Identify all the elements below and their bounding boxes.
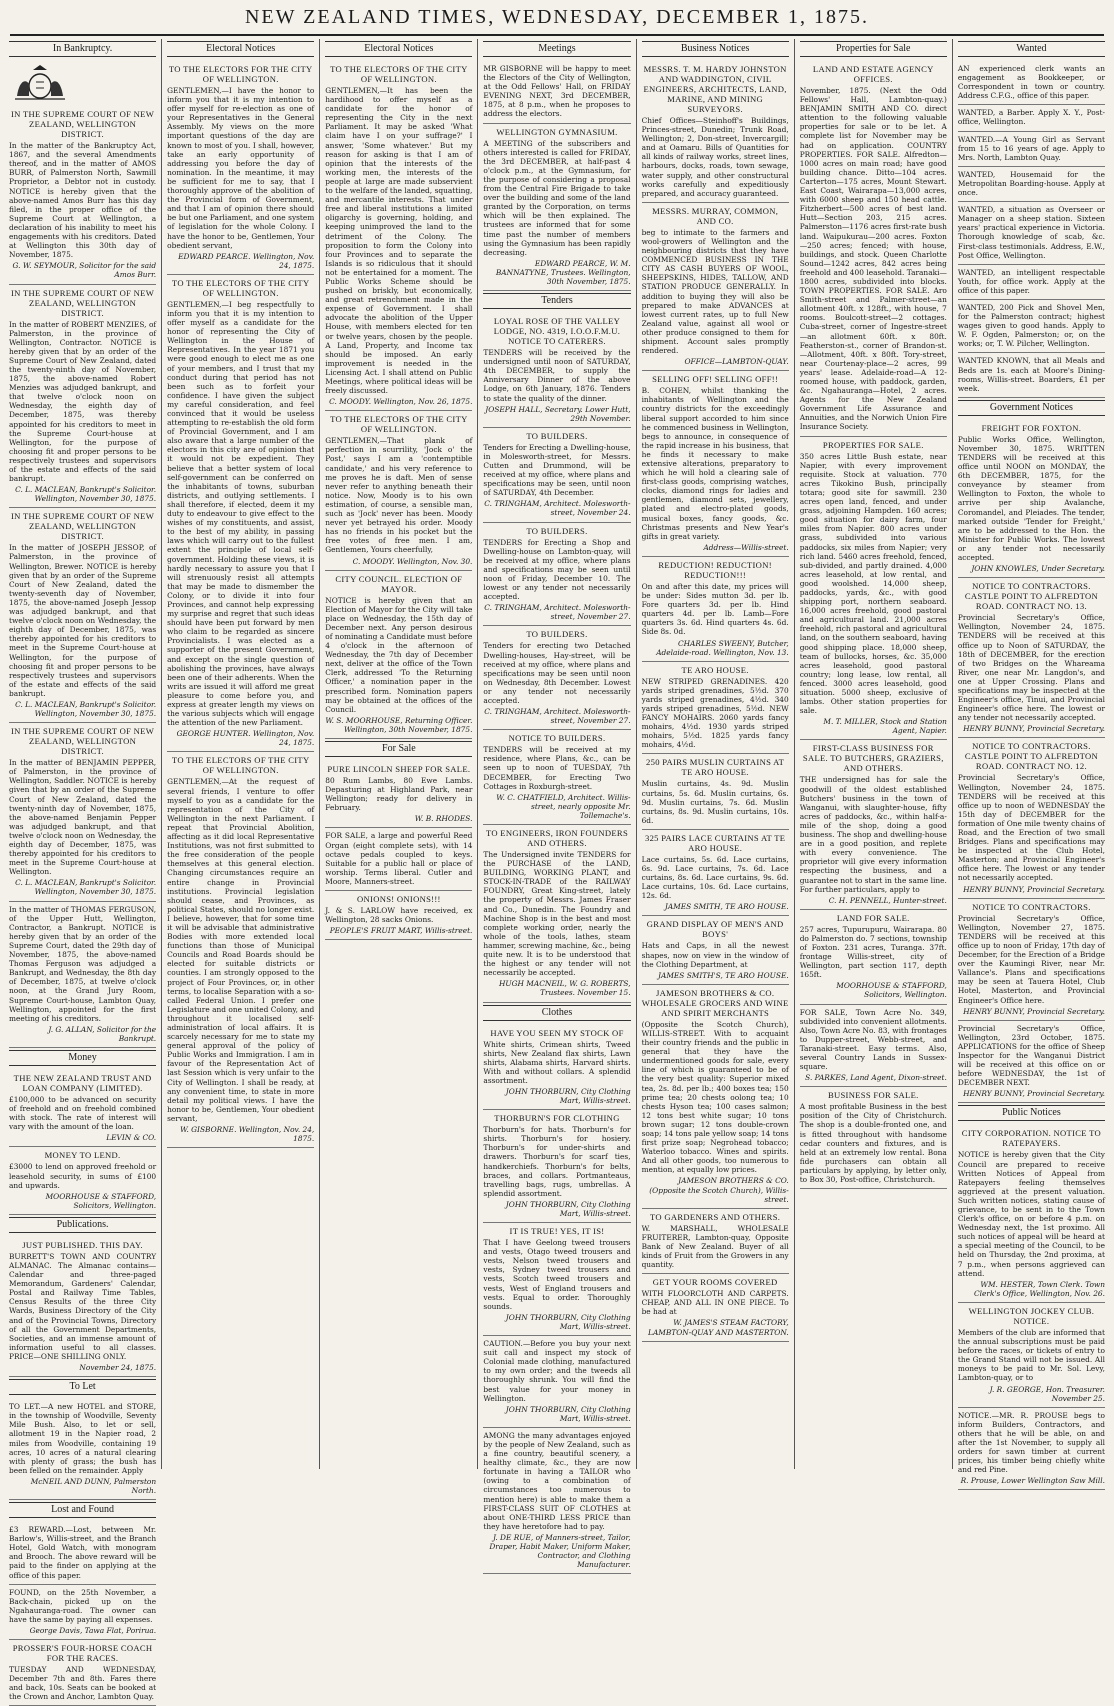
ad-signature: MOORHOUSE & STAFFORD, Solicitors, Wellington.	[836, 981, 947, 1000]
ad-signature: WM. HESTER, Town Clerk. Town Clerk's Office, Wellington, Nov. 26.	[974, 1279, 1105, 1298]
masthead-title: NEW ZEALAND TIMES, WEDNESDAY, DECEMBER 1, 1875.	[244, 5, 869, 28]
advertisement	[958, 738, 1105, 898]
ad-title: REDUCTION! REDUCTION! REDUCTION!!!	[658, 559, 772, 580]
ad-title: NOTICE TO CONTRACTORS. CASTLE POINT TO ALFREDTON ROAD. CONTRACT NO. 12.	[964, 741, 1098, 772]
advertisement	[958, 167, 1105, 202]
section-heading: Tenders	[483, 293, 630, 309]
advertisement	[958, 1125, 1105, 1303]
ad-body: J. & S. LARLOW have received, ex Wellington, 28 sacks Onions.	[325, 906, 473, 925]
ad-title: PROSSER'S FOUR-HORSE COACH FOR THE RACES.	[12, 1643, 153, 1664]
advertisement	[483, 626, 630, 730]
advertisement	[642, 754, 789, 829]
advertisement	[325, 891, 472, 940]
ad-signature: C. TRINGHAM, Architect. Molesworth-street, November 27.	[484, 603, 631, 622]
ad-body: beg to intimate to the farmers and wool-growers of Wellington and the neighbouring districts that they have COMMENCED BUSINESS IN THE CITY AS CASH BUYERS OF WOOL, SHEEPSKINS, HIDES, TALLOW, AND STATION PRODUCE GENERALLY. In addition to buying they will also be prepared to make ADVANCES at lowest current rates, up to full New Zealand value, against all wool or other produce consigned to them for shipment. Account sales promptly rendered.	[641, 227, 789, 356]
ad-body: In the matter of ROBERT MENZIES, of Palmerston, in the province of Wellington, Contractor. NOTICE is hereby given that by an order of the Supreme Court of New Zealand, dated the twenty-ninth day of November, 1875, the above-named Robert Menzies was adjudged bankrupt, and that twelve o'clock noon on Wednesday, the eighth day of December, 1875, was thereby appointed for his creditors to meet in the Supreme Court-house at Wellington, for the purpose of choosing fit and proper persons to be respectively trustees and supervisors of the estate and effects of the said bankrupt.	[9, 319, 157, 484]
ad-signature: S. PARKES, Land Agent, Dixon-street.	[805, 1073, 947, 1083]
ad-body: TO LET.—A new HOTEL and STORE, in the township of Woodville, Seventy Mile Bush. Also, to let or sell, allotment 19 in the Napier road, 2 miles from Woodville, containing 19 acres, 10 acres of a natural clearing with plenty of grass; the bush has been felled on the remainder. Apply	[9, 1402, 157, 1475]
ad-title: NOTICE TO CONTRACTORS. CASTLE POINT TO ALFREDTON ROAD. CONTRACT NO. 13.	[964, 581, 1098, 612]
advertisement	[483, 428, 630, 523]
ad-body: FOUND, on the 25th November, a Back-chain, picked up on the Ngahauranga-road. The owner can have the same by paying all expenses.	[9, 1587, 157, 1624]
ad-body: FOR SALE, a large and powerful Reed Organ (eight complete sets), with 14 octave pedals coupled to keys. Suitable for a public hall or place of worship. Terms liberal. Cutler and Moore, Manners-street.	[325, 831, 473, 886]
ad-signature: W. JAMES'S STEAM FACTORY, LAMBTON-QUAY AND MASTERTON.	[648, 1318, 789, 1337]
advertisement	[642, 371, 789, 557]
ad-title: TO BUILDERS.	[526, 629, 588, 640]
ad-body: On and after this date, my prices will be under: Sides mutton 3d. per lb. Fore quarters 3d. per lb. Hind quarters 4d. per lb. Lamb—Fore quarters 3s. 6d. Hind quarters 4s. 6d. Side 8s. 0d.	[641, 581, 789, 637]
section-heading: In Bankruptcy.	[9, 41, 156, 57]
ad-title: JAMESON BROTHERS & CO. WHOLESALE GROCERS AND WINE AND SPIRIT MERCHANTS	[641, 987, 789, 1018]
ad-signature: JAMES SMITH, TE ARO HOUSE.	[664, 902, 789, 912]
ad-body: Provincial Secretary's Office, Wellington, 23rd October, 1875. APPLICATIONS for the office of Sheep Inspector for the Wanganui District will be received at this office on or before WEDNESDAY, the 1st of DECEMBER NEXT.	[957, 1023, 1105, 1088]
ad-title: LOYAL ROSE OF THE VALLEY LODGE, NO. 4319, I.O.O.F.M.U. NOTICE TO CATERERS.	[493, 316, 621, 347]
column-properties	[795, 39, 953, 1469]
ad-body: GENTLEMEN,—I have the honor to inform you that it is my intention to offer myself for re-election as one of your Representatives in the General Assembly. My views on the more important questions of the day are known to most of you. I shall, however, take an early opportunity of addressing you before the day of nomination. In the meantime, it may be sufficient for me to say, that I thoroughly approve of the abolition of the Provincial form of Government, and that I am of opinion there should be but one Parliament, and one system of legislation for the whole Colony. I have the honor to be, Gentlemen, Your obedient servant,	[167, 86, 315, 250]
ad-body: In the matter of the Bankruptcy Act, 1867, and the several Amendments thereof, and in the matter of AMOS BURR, of Palmerston North, Sawmill Proprietor, a Debtor not in custody. NOTICE is hereby given that the above-named Amos Burr has this day filed, in the proper office of the Supreme Court at Wellington, a declaration of his inability to meet his engagements with his creditors. Dated at Wellington this 30th day of November, 1875.	[9, 141, 157, 260]
ad-body: Tenders for erecting two Detached Dwelling-houses, Hay-street, will be received at my office, where plans and specifications may be seen until noon on Wednesday, 8th December. Lowest or any tender not necessarily accepted.	[483, 641, 631, 705]
ad-body: GENTLEMEN,—It has been the hardihood to offer myself as a candidate for the honor of representing the City in the next Parliament. It may be asked 'What claim have I on your suffrage?' I answer, 'Some whatever.' But my reason for asking is that I am of opinion that the interests of the working men, the interests of the people at large are made subservient to the welfare of the landed, squatting, and mercantile interests. That under free and liberal institutions a limited oligarchy is governing, holding, and keeping unimproved the land to the detriment of the Colony. The proposition to form the Colony into four Provinces and to separate the Islands is so ridiculous that it should not be entertained for a moment. The Public Works Scheme should be pushed on briskly, but economically, and great retrenchment made in the expense of Government. I shall advocate the abolition of the Upper House, with members elected for ten or twelve years, chosen by the people. A Land, Property, and Income tax should be imposed. An early improvement is needed in the Licensing Act. I shall attend on Public Meetings, where political ideas will be freely discussed.	[325, 86, 473, 396]
ad-body: BURRETT'S TOWN AND COUNTRY ALMANAC. The Almanac contains—Calendar and three-paged Memorandum, Gardeners' Calendar, Postal and Railway Time Tables, Census Results of the three City Wards, Business Directory of the City and of the Provincial Towns, Directory of all the Government Departments, Societies, and an immense amount of information useful to all classes. PRICE—ONE SHILLING ONLY.	[9, 1251, 157, 1361]
ad-body: AN experienced clerk wants an engagement as Bookkeeper, or Correspondent in town or country. Address C.F.G., office of this paper.	[957, 64, 1105, 101]
advertisement	[642, 557, 789, 662]
ad-signature: C. L. MACLEAN, Bankrupt's Solicitor. Wellington, November 30, 1875.	[15, 699, 157, 719]
advertisement	[9, 1522, 156, 1585]
section-heading: Electoral Notices	[325, 41, 472, 57]
advertisement	[325, 411, 472, 570]
ad-title: WELLINGTON GYMNASIUM.	[496, 126, 618, 137]
ad-body: 350 acres Little Bush estate, near Napier, with every improvement requisite. Stock at valuation. 770 acres Tikokino Bush, principally totara; good site for sawmill. 230 acres open land, fenced, and under grass, adjoining Hampden. 160 acres; good situation for dairy farm, four miles from Napier. 800 acres under grass, subdivided into various paddocks, six miles from Napier; very rich land. 5460 acres freehold, fenced, sub-divided, and partly drained. 4,000 acres leasehold, at low rental, and good woolshed. 14,000 sheep, paddocks, yards, &c., with good shipping port, northern seaboard. 16,000 acres freehold, good pastoral and agricultural land. 21,000 acres freehold, rich pastoral and agricultural land, on the southern seaboard, having good shipping place. 18,000 sheep, team of bullocks, horses, &c. 35,000 acres leasehold, good pastoral country; long lease, low rental, all fenced. 3000 acres leasehold, good situation. 5000 sheep, exclusive of lambs. Other station properties for sale.	[799, 451, 947, 716]
ad-signature: JAMESON BROTHERS & CO. (Opposite the Scotch Church), Willis-street.	[649, 1176, 789, 1204]
advertisement	[9, 902, 156, 1048]
advertisement	[800, 910, 947, 1005]
advertisement	[642, 985, 789, 1209]
column-electoral-1	[162, 39, 320, 1469]
ad-body: A MEETING of the subscribers and others interested is called for FRIDAY, the 3rd DECEMBER, at half-past 4 o'clock p.m., at the Gymnasium, for the purpose of considering a proposal from the Central Fire Brigade to take over the building and some of the land granted by the Corporation, on terms which will be then explained. The trustees are informed that for some time past the number of members using the Gymnasium has been rapidly decreasing.	[483, 138, 631, 257]
ad-body: WANTED, an intelligent respectable Youth, for office work. Apply at the office of this paper.	[957, 267, 1105, 295]
ad-signature: HENRY BUNNY, Provincial Secretary.	[963, 724, 1105, 734]
advertisement	[483, 1223, 630, 1336]
ad-body: White shirts, Crimean shirts, Tweed shirts, New Zealand flax shirts, Lawn shirts, Alabama shirts, Harvard shirts. With and without collars. A splendid assortment.	[483, 1039, 631, 1085]
ad-title: FIRST-CLASS BUSINESS FOR SALE. TO BUTCHERS, GRAZIERS, AND OTHERS.	[802, 743, 944, 774]
advertisement	[325, 828, 472, 891]
ad-title: PURE LINCOLN SHEEP FOR SALE.	[327, 764, 471, 774]
ad-body: November, 1875. (Next the Odd Fellows' Hall, Lambton-quay.) BENJAMIN SMITH AND CO. direct attention to the following valuable properties for sale or to be let. A complete list for November may be had on application. COUNTRY PROPERTIES. FOR SALE. Alfredton—1000 acres on main road; have good building chance. Ditto—104 acres. Carterton—175 acres, Mount Stewart. East Coast, Wairarapa—13,000 acres, with 6000 sheep and 150 head cattle. Fitzherbert—500 acres of best land. Hutt—Section 203, 215 acres. Palmerston—1176 acres first-rate bush land. Waipukurau—200 acres. Foxton—250 acres; fenced; with house, buildings, and stock. Queen Charlotte Sound—1242 acres, 842 acres being freehold and 400 leasehold. Taranaki—1800 acres, subdivided into blocks. TOWN PROPERTIES. FOR SALE. Aro Smith-street and Palmer-street—an allotment 40ft. x 128ft., with house, 7 rooms. Boulcott-street—2 cottages. Cuba-street, corner of Ingestre-street—an allotment 60ft. x 80ft. Featherston-st., corner of Brandon-st.—Allotment, 40ft. x 80ft. Tory-street, near Courtenay-place—2 acres, 99 years' lease. Adelaide-road—A 12-roomed house, with paddock, garden, &c. Ngahauranga—Hotel, 2 acres. Agents for the New Zealand Government Life Assurance and Annuities, and the Norwich Union Fire Insurance Society.	[799, 86, 947, 432]
advertisement	[9, 106, 156, 284]
advertisement	[958, 1408, 1105, 1491]
ad-body: NOTICE is hereby given that an Election of Mayor for the City will take place on Wednesday, the 15th day of December next. Any person desirous of nominating a Candidate must before 4 o'clock in the afternoon of Wednesday, the 7th day of December next, deliver at the office of the Town Clerk, addressed 'To the Returning Officer,' a nomination paper in the prescribed form. Nomination papers may be obtained at the offices of the Council.	[325, 595, 473, 714]
advertisement	[958, 300, 1105, 353]
advertisement	[800, 1087, 947, 1189]
section-heading: Properties for Sale	[800, 41, 947, 57]
ad-signature: McNEIL AND DUNN, Palmerston North.	[30, 1476, 157, 1495]
ad-body: WANTED, Housemaid for the Metropolitan Boarding-house. Apply at once.	[957, 169, 1105, 198]
ad-body: Tenders for Erecting a Dwelling-house, in Molesworth-street, for Messrs. Cutten and Drummond, will be received at my office, where plans and specifications may be seen, until noon of SATURDAY, 4th December.	[483, 442, 631, 498]
column-business	[637, 39, 795, 1469]
ad-signature: W. B. RHODES.	[414, 814, 473, 824]
advertisement	[325, 761, 472, 828]
ad-title: MESSRS. T. M. HARDY JOHNSTON AND WADDINGTON, CIVIL ENGINEERS, ARCHITECTS, LAND, MARINE, AND MINING SURVEYORS.	[643, 64, 787, 114]
ad-title: THE NEW ZEALAND TRUST AND LOAN COMPANY (LIMITED).	[13, 1072, 152, 1093]
section-heading: Government Notices	[958, 400, 1105, 416]
ad-body: B. COHEN, whilst thanking the inhabitants of Wellington and the country districts for the exceedingly liberal support accorded to him since he commenced business in Wellington, begs to announce, in consequence of the rapid increase in his business, that he finds it necessary to make extensive alterations, preparatory to which he will hold a clearing sale of first-class goods, comprising watches, clocks, diamond rings for ladies and gentlemen, diamond sets, jewellery, plated and electro-plated goods, musical boxes, fancy goods, &c. Christmas presents and New Year's gifts in great variety.	[641, 386, 789, 541]
royal-crest-icon	[9, 64, 71, 102]
ad-title: BUSINESS FOR SALE.	[827, 1090, 919, 1101]
ad-signature: J. G. ALLAN, Solicitor for the Bankrupt.	[48, 1024, 157, 1043]
ad-body: FOR SALE, Town Acre No. 349, subdivided into convenient allotments. Also, Town Acre No. 83, with frontages to Dupper-street, Webb-street, and Taranaki-street. Easy terms. Also, several Country Lands in Sussex-square.	[799, 1007, 947, 1072]
ad-signature: November 24, 1875.	[79, 1363, 157, 1373]
advertisement	[9, 285, 156, 509]
ad-title: LAND FOR SALE.	[836, 912, 910, 923]
ad-title: MONEY TO LEND.	[44, 1150, 121, 1161]
section-heading: Business Notices	[642, 41, 789, 57]
advertisement	[483, 730, 630, 825]
advertisement	[958, 578, 1105, 738]
ad-signature: C. MOODY. Wellington, Nov. 26, 1875.	[329, 397, 473, 407]
ad-title: THORBURN'S FOR CLOTHING	[494, 1113, 620, 1124]
ad-body: (Opposite the Scotch Church), WILLIS-STREET. With to acquaint their country friends and the public in general that they have the undermentioned goods for sale, every line of which is guaranteed to be of the very best quality: Superior mixed tea, 2s. 8d. per lb.; 400 boxes tea; 150 prime tea; 20 chests oolong tea; 10 chests Hyson tea; 100 cases salmon; 12 tons best white sugar; 10 tons brown sugar; 12 tons double-crown soap; 14 tons pale yellow soap; 14 tons first prize soap; Negrohead tobacco; Waterloo tobacco. Wines and spirits. And all other goods, too numerous to mention, at equally low prices.	[641, 1019, 789, 1175]
ad-body: That I have Geelong tweed trousers and vests, Otago tweed trousers and vests, Nelson tweed trousers and vests, Sydney tweed trousers and vests, Scotch tweed trousers and vests, West of England trousers and vests. Equal to order. Thoroughly sounds.	[483, 1238, 631, 1311]
advertisement	[483, 124, 630, 292]
ad-signature: HENRY BUNNY, Provincial Secretary.	[963, 1006, 1105, 1016]
ad-signature: R. Prouse, Lower Wellington Saw Mill.	[960, 1476, 1105, 1486]
column-electoral-2	[320, 39, 478, 1469]
ad-title: TO BUILDERS.	[526, 430, 588, 441]
ad-body: MR GISBORNE will be happy to meet the Electors of the City of Wellington, at the Odd Fellows' Hall, on FRIDAY EVENING NEXT, 3rd DECEMBER, 1875, at 8 p.m., when he proposes to address the electors.	[483, 64, 631, 119]
ad-title: NOTICE TO CONTRACTORS.	[972, 901, 1091, 912]
ad-body: Provincial Secretary's Office, Wellington, November 27, 1875. TENDERS will be received at this office up to noon of Friday, 17th day of December, for the Erection of a Bridge over the Kaumingi River, near Mr. Vallance's. Plans and specifications may be seen at Tauera Hotel, Club Hotel, Masterton, and Provincial Engineer's Office here.	[957, 913, 1105, 1005]
ad-title: TO THE ELECTORS OF THE CITY OF WELLINGTON.	[171, 277, 310, 298]
ad-body: THE undersigned has for sale the goodwill of the oldest established Butchers' business in the town of Wanganui, with slaughter-house, fifty acres of paddocks, &c., within half-a-mile of the shop, doing a good business. The shop and dwelling-house are in a good position, and replete with every convenience. The proprietor will give every information respecting the business, and a guarantee not to start in the same line. For further particulars, apply to	[799, 775, 947, 894]
ad-title: HAVE YOU SEEN MY STOCK OF	[490, 1027, 624, 1038]
ad-body: WANTED, 200 Pick and Shovel Men, for the Palmerston contract; highest wages given to good hands. Apply to W. F. Ogden, Palmerston; or, on the works; or, T. W. Pilcher, Wellington.	[957, 302, 1105, 349]
ad-body: 80 Rum Lambs, 80 Ewe Lambs. Depasturing at Highland Park, near Wellington; ready for delivery in February.	[325, 776, 473, 813]
ad-title: IN THE SUPREME COURT OF NEW ZEALAND, WELLINGTON DISTRICT.	[11, 287, 155, 318]
ad-signature: George Davis, Tawa Flat, Porirua.	[29, 1626, 157, 1635]
ad-body: Provincial Secretary's Office, Wellington, November 24, 1875. TENDERS will be received at this office up to Noon of SATURDAY, the 18th of DECEMBER, for the erection of two Bridges on the Whareama River, one near Mr. Langdon's, and one at Upper Crossing. Plans and specifications may be inspected at the Engineer's office, Tinui, and Provincial Engineer's office here. The lowest or any tender not necessarily accepted.	[957, 613, 1105, 723]
ad-signature: CHARLES SWEENY, Butcher, Adelaide-road. Wellington, Nov. 13.	[656, 638, 789, 657]
ad-body: WANTED KNOWN, that all Meals and Beds are 1s. each at Moore's Dining-rooms, Willis-street. Boarders, £1 per week.	[957, 356, 1105, 393]
advertisement	[9, 1147, 156, 1214]
advertisement	[483, 61, 630, 124]
ad-title: WELLINGTON JOCKEY CLUB. NOTICE.	[968, 1305, 1095, 1326]
advertisement	[9, 1070, 156, 1147]
ad-signature: C. L. MACLEAN, Bankrupt's Solicitor. Wellington, November 30, 1875.	[15, 485, 157, 504]
ad-title: ONIONS! ONIONS!!!	[357, 894, 441, 905]
column-wanted	[953, 39, 1110, 1486]
advertisement	[325, 571, 472, 739]
advertisement	[958, 420, 1105, 578]
ad-signature: JAMES SMITH'S, TE ARO HOUSE.	[658, 970, 789, 980]
ad-title: JUST PUBLISHED. THIS DAY.	[22, 1239, 143, 1250]
advertisement	[325, 61, 472, 411]
ad-body: Lace curtains, 5s. 6d. Lace curtains, 6s. 9d. Lace curtains, 7s. 6d. Lace curtains, 8s. 6d. Lace curtains, 9s. 6d. Lace curtains, 10s. 6d. Lace curtains, 12s. 6d.	[641, 854, 789, 901]
ad-body: Hats and Caps, in all the newest shapes, now on view in the window of the Clothing Department, at	[641, 941, 789, 969]
ad-body: TENDERS will be received at my residence, where Plans, &c., can be seen up to noon of TUESDAY, 7th DECEMBER, for Erecting Two Cottages in Roxburgh-street.	[483, 745, 631, 791]
ad-signature: W. GISBORNE. Wellington, Nov. 24, 1875.	[180, 1125, 315, 1144]
advertisement	[9, 508, 156, 723]
ad-body: In the matter of JOSEPH JESSOP, of Palmerston, in the province of Wellington, Brewer. NOTICE is hereby given that by an order of the Supreme Court of New Zealand, dated the twenty-seventh day of November, 1875, the above-named Joseph Jessop was adjudged bankrupt, and that twelve o'clock noon on Wednesday, the eighth day of December, 1875, was thereby appointed for his creditors to meet in the Supreme Court-house at Wellington, for the purpose of choosing fit and proper persons to be respectively trustees and supervisors of the estate and effects of the said bankrupt.	[9, 543, 157, 698]
advertisement	[958, 132, 1105, 167]
ad-body: GENTLEMEN,—I beg respectfully to inform you that it is my intention to offer myself as a candidate for the honor of representing the City of Wellington in the House of Representatives. In the year 1871 you were good enough to elect me as one of your members, and I trust that my conduct during that period has not been such as to forfeit your confidence. I have given the subject my careful consideration, and feel convinced that it would be useless attempting to re-establish the old form of Provincial Government, and I am also aware that a large number of the electors in this city are of opinion that it would not be expedient. They believe that a better system of local self-government can be conferred on the inhabitants of towns, suburban districts, and outlying settlements. I shall therefore, if elected, deem it my duty to endeavour to give effect to the wishes of my constituents, and assist, to the best of my ability, in passing laws which will carry out to the fullest extent the principle of local self-government. Holding these views, it is hardly necessary to assure you that I will strenuously resist all attempts that may be made to dismember the Colony, or to divide it into four Provinces, and cannot help expressing my surprise and regret that such ideas should have been put forward by men who claim to be regarded as sincere Provincialists. I was elected as a supporter of the present Government, and except on the single question of abolishing the provinces, have always been one of their adherents. When the writs are issued it will afford me great pleasure to come before you, and express at greater length my views on the various subjects which will engage the attention of the new Parliament.	[167, 299, 315, 728]
advertisement	[958, 899, 1105, 1021]
ad-signature: JOSEPH HALL, Secretary. Lower Hutt, 29th November.	[485, 404, 631, 423]
ad-title: SELLING OFF! SELLING OFF!!	[652, 374, 779, 385]
ad-body: GENTLEMEN,—That plank of perfection in scurrility, 'Jock o' the Post,' says I am a 'contemptible candidate,' and his very reference to me proves he is daft. Men of sense never refer to anything beneath their notice. Now, Moody is to his own estimation, of course, a sensible man, such as 'Jock' never has been. Moody never yet betrayed his order. Moody has no friends in his pocket but the free votes of free men. I am, Gentlemen, Yours cheerfully,	[325, 436, 473, 555]
advertisement	[167, 275, 314, 753]
ad-signature: W. S. MOORHOUSE, Returning Officer. Wellington, 30th November, 1875.	[325, 715, 473, 734]
ad-signature: LEVIN & CO.	[106, 1133, 157, 1143]
ad-body: Public Works Office, Wellington, November 30, 1875. WRITTEN TENDERS will be received at this office until NOON on MONDAY, the 6th DECEMBER, 1875, for the conveyance by steamer from Wellington to Foxton, the whole to arrive per ship Avalanche, Coromandel, and Pleiades. The tender, marked outside 'Tender for Freight,' are to be addressed to the Hon. the Minister for Public Works. The lowest or any tender not necessarily accepted.	[957, 434, 1105, 563]
ad-signature: C. H. PENNELL, Hunter-street.	[828, 895, 947, 905]
ad-body: AMONG the many advantages enjoyed by the people of New Zealand, such as a fine country, beautiful scenery, a healthy climate, &c., they are now fortunate in having a TAILOR who (owing to a combination of circumstances too numerous to mention here) is able to make them a FIRST-CLASS SUIT OF CLOTHES at about ONE-THIRD LESS PRICE than they have heretofore had to pay.	[483, 1430, 631, 1531]
ad-signature: Address—Willis-street.	[703, 542, 789, 552]
ad-body: Members of the club are informed that the annual subscriptions must be paid before the races, or tickets of entry to the Grand Stand will not be issued. All moneys to be paid to Mr. Sol. Levy, Lambton-quay, or to	[957, 1327, 1105, 1383]
ad-signature: JOHN THORBURN, City Clothing Mart, Willis-street.	[505, 1199, 631, 1218]
ad-signature: G. W. SEYMOUR, Solicitor for the said Amos Burr.	[12, 261, 157, 280]
advertisement	[642, 1209, 789, 1274]
advertisement	[167, 752, 314, 1148]
ad-body: £3 REWARD.—Lost, between Mr. Barlow's, Willis-street, and the Branch Hotel, Gold Watch, with monogram and Brooch. The above reward will be paid to the finder on applying at the office of this paper.	[9, 1525, 157, 1580]
ad-body: TENDERS for Erecting a Shop and Dwelling-house on Lambton-quay, will be received at my office, where plans and specifications may be seen until noon of Friday, December 10. The lowest or any tender not necessarily accepted.	[483, 537, 631, 602]
ad-body: TUESDAY AND WEDNESDAY, December 7th and 8th. Fares there and back, 10s. Seats can be booked at the Crown and Anchor, Lambton Quay.	[9, 1665, 157, 1702]
ad-signature: HENRY BUNNY, Provincial Secretary.	[963, 1089, 1105, 1099]
ad-body: In the matter of THOMAS FERGUSON, of the Upper Hutt, Wellington, Contractor, a Bankrupt. NOTICE is hereby given that by an order of the Supreme Court, dated the 29th day of November, 1875, the above-named Thomas Ferguson was adjudged a Bankrupt, and Wednesday, the 8th day of December, 1875, at twelve o'clock noon, at the Grand Jury Room, Supreme Court-house, Lambton Quay, Wellington, appointed for the first meeting of his creditors.	[9, 904, 157, 1023]
ad-body: WANTED, a Barber. Apply X. Y., Post-office, Wellington.	[957, 108, 1105, 127]
column-bankruptcy	[4, 39, 162, 1702]
ad-signature: JOHN THORBURN, City Clothing Mart, Willis-street.	[505, 1086, 631, 1106]
advertisement	[958, 265, 1105, 300]
ad-title: TO BUILDERS.	[526, 525, 588, 536]
ad-title: 325 PAIRS LACE CURTAINS AT TE ARO HOUSE.	[644, 832, 786, 853]
advertisement	[958, 1021, 1105, 1104]
ad-body: NOTICE is hereby given that the City Council are prepared to receive Written Notices of Appeal from Ratepayers feeling themselves aggrieved at the present valuation. Such written notices, stating cause of grievance, to be sent in to the Town Clerk's office, on or before 4 p.m. on Wednesday next, the 1st proximo. All such notices of appeal will be heard at a special meeting of the Council, to be held on Thursday, the 2nd proxima, at 7 p.m., when persons aggrieved can attend.	[957, 1150, 1105, 1278]
columns	[4, 39, 1110, 1702]
ad-body: GENTLEMEN,—At the request of several friends, I venture to offer myself to you as a candidate for the representation of the City of Wellington in the next Parliament. I repeat that Provincial Abolition, affecting as it did local Representative Institutions, was not first submitted to the free consideration of the people themselves at this general election. Changing circumstances require an entire change in Provincial institutions. Provincial legislation should cease, and Provinces, as political States, should no longer exist. I believe, however, that for some time it will be advisable that administrative Bodies with more extended local functions than those of Municipal Councils and Road Boards should be elected for suitable districts or counties. I am strongly opposed to the project of Four Provinces, or, in other terms, to localise Separation with a so-called Federal Union. I prefer one Legislature and one united Colony, and throughout it localised self-administration of local affairs. It is scarcely necessary for me to state my general approval of the policy of Public Works and Immigration. I am in favour of the Representation Act of last Session which is very unfair to the City of Wellington. I shall be ready, at any convenient time, to state in more detail my political views. I have the honor to be, Gentlemen, Your obedient servant,	[167, 777, 315, 1123]
ad-title: MESSRS. MURRAY, COMMON, AND CO.	[652, 205, 779, 226]
ad-title: CITY COUNCIL. ELECTION OF MAYOR.	[335, 573, 463, 594]
ad-body: WITH FLOORCLOTH AND CARPETS. CHEAP, AND ALL IN ONE PIECE. To be had at	[641, 1289, 789, 1317]
advertisement	[9, 1585, 156, 1640]
ad-title: GET YOUR ROOMS COVERED	[652, 1277, 778, 1288]
ad-body: WANTED.—A Young Girl as Servant from 15 to 16 years of age. Apply to Mrs. North, Lambton Quay.	[957, 134, 1105, 162]
advertisement	[958, 1303, 1105, 1408]
advertisement	[958, 61, 1105, 105]
advertisement	[9, 1237, 156, 1377]
advertisement	[958, 202, 1105, 265]
ad-title: IN THE SUPREME COURT OF NEW ZEALAND, WELLINGTON DISTRICT.	[11, 726, 155, 757]
advertisement	[483, 1336, 630, 1428]
advertisement	[483, 1110, 630, 1223]
ad-title: LAND AND ESTATE AGENCY OFFICES.	[812, 64, 934, 84]
ad-signature: C. TRINGHAM, Architect. Molesworth-street, November 24.	[484, 499, 631, 518]
ad-title: FREIGHT FOR FOXTON.	[981, 422, 1082, 433]
ad-body: Thorburn's for hats. Thorburn's for shirts. Thorburn's for hosiery. Thorburn's for under-shirts and drawers. Thorburn's for scarf ties, handkerchiefs. Thorburn's for belts, braces, and collars. Portmanteaus, travelling bags, rugs, umbrellas. A splendid assortment.	[483, 1125, 631, 1198]
ad-title: TE ARO HOUSE.	[681, 664, 749, 675]
ad-body: Chief Offices—Steinhoff's Buildings, Princes-street, Dunedin; Trunk Road, Wellington; 2, Don-street, Invercargill; and at Oamaru. Bills of Quantities for all kinds of railway works, street lines, harbours, docks, roads, town sewage, water supply, and other constructural works carefully and expeditiously prepared, and accuracy guaranteed.	[641, 116, 789, 198]
ad-title: TO THE ELECTORS FOR THE CITY OF WELLINGTON.	[168, 64, 313, 84]
ad-title: IT IS TRUE! YES, IT IS!	[509, 1226, 605, 1237]
ad-title: 250 PAIRS MUSLIN CURTAINS AT TE ARO HOUSE.	[646, 757, 785, 778]
section-heading: Electoral Notices	[167, 41, 314, 57]
ad-signature: GEORGE HUNTER. Wellington, Nov. 24, 1875.	[176, 729, 315, 748]
ad-title: TO GARDENERS AND OTHERS.	[650, 1211, 781, 1222]
advertisement	[800, 61, 947, 437]
advertisement	[167, 61, 314, 275]
advertisement	[642, 830, 789, 917]
ad-title: NOTICE TO BUILDERS.	[508, 733, 606, 744]
advertisement	[9, 1640, 156, 1706]
ad-body: The Undersigned invite TENDERS for the PURCHASE of the LAND, BUILDING, WORKING PLANT, and STOCK-IN-TRADE of the RAILWAY FOUNDRY, Great King-street, lately the property of Messrs. James Fraser and Co., Dunedin. The Foundry and Machine Shop is in the best and most complete working order, nearly the whole of the tools, lathes, steam hammer, screwing machine, &c., being quite new. It is to be understood that the highest or any tender will not necessarily be accepted.	[483, 850, 631, 978]
ad-signature: C. MOODY. Wellington, Nov. 30.	[352, 556, 473, 566]
ad-signature: M. T. MILLER, Stock and Station Agent, Napier.	[823, 717, 947, 736]
ad-title: TO THE ELECTORS OF THE CITY OF WELLINGTON.	[330, 64, 468, 84]
ad-signature: J. DE RUE, of Manners-street, Tailor, Draper, Habit Maker, Uniform Maker, Contractor, and Clothing Manufacturer.	[489, 1532, 631, 1570]
advertisement	[958, 353, 1105, 397]
advertisement	[642, 662, 789, 755]
ad-body: In the matter of BENJAMIN PEPPER, of Palmerston, in the province of Wellington, Saddler. NOTICE is hereby given that by an order of the Supreme Court of New Zealand, dated the twenty-ninth day of November, 1875, the above-named Benjamin Pepper was adjudged bankrupt, and that twelve o'clock noon on Wednesday, the eighth day of December, 1875, was thereby appointed for his creditors to meet in the Supreme Court-house at Wellington.	[9, 758, 157, 877]
ad-signature: C. TRINGHAM, Architect. Molesworth-street, November 27.	[484, 707, 631, 726]
ad-title: PROPERTIES FOR SALE.	[822, 439, 924, 450]
section-heading: For Sale	[325, 741, 472, 757]
ad-title: IN THE SUPREME COURT OF NEW ZEALAND, WELLINGTON DISTRICT.	[11, 109, 155, 140]
ad-body: CAUTION.—Before you buy your next suit call and inspect my stock of Colonial made clothing, manufactured to my own order; and the tweeds all thoroughly shrunk. You will find the best value for your money in Wellington.	[483, 1339, 631, 1403]
advertisement	[483, 313, 630, 428]
ad-body: £100,000 to be advanced on security of freehold and on freehold combined with stock. The rate of interest will vary with the amount of the loan.	[9, 1094, 157, 1132]
ad-title: TO THE ELECTORS OF THE CITY OF WELLINGTON.	[171, 755, 310, 776]
ad-signature: HENRY BUNNY, Provincial Secretary.	[963, 884, 1105, 894]
ad-signature: JOHN KNOWLES, Under Secretary.	[971, 564, 1105, 574]
ad-body: £3000 to lend on approved freehold or leasehold security, in sums of £100 and upwards.	[9, 1162, 157, 1190]
section-heading: Clothes	[483, 1005, 630, 1021]
ad-body: TENDERS will be received by the undersigned until noon of SATURDAY, 4th DECEMBER, to supply the Anniversary Dinner of the above Lodge, on 6th January, 1876. Tenders to state the quality of the dinner.	[483, 348, 631, 403]
ad-signature: PEOPLE'S FRUIT MART, Willis-street.	[329, 926, 473, 936]
advertisement	[483, 825, 630, 1003]
advertisement	[483, 1428, 630, 1574]
ad-body: Muslin curtains, 4s. 9d. Muslin curtains, 5s. 6d. Muslin curtains, 6s. 9d. Muslin curtains, 7s. 6d. Muslin curtains, 8s. 9d. Muslin curtains, 10s. 6d.	[641, 779, 789, 825]
column-meetings	[478, 39, 636, 1570]
ad-title: GRAND DISPLAY OF MEN'S AND BOYS'	[646, 919, 784, 940]
ad-signature: JOHN THORBURN, City Clothing Mart, Willis-street.	[505, 1404, 631, 1423]
ad-signature: EDWARD PEARCE. Wellington, Nov. 24, 1875.	[178, 251, 315, 270]
advertisement	[642, 1274, 789, 1341]
ad-title: CITY CORPORATION. NOTICE TO RATEPAYERS.	[961, 1128, 1102, 1149]
ad-body: 257 acres, Tupurupuru, Wairarapa. 80 do Palmerston do. 7 sections, township of Foxton. 231 acres, Turanga. 37ft. frontage Willis-street, city of Wellington, part section 117, depth 165ft.	[799, 924, 947, 980]
section-heading: Lost and Found	[9, 1502, 156, 1518]
section-heading: Money	[9, 1050, 156, 1066]
ad-body: WANTED, a situation as Overseer or Manager on a sheep station. Sixteen years' practical experience in Victoria. Thorough knowledge of scab, &c. First-class testimonials. Address, E.W., Post Office, Wellington.	[957, 205, 1105, 260]
advertisement	[642, 916, 789, 984]
advertisement	[800, 437, 947, 741]
section-heading: To Let	[9, 1379, 156, 1395]
ad-body: W. MARSHALL, WHOLESALE FRUITERER, Lambton-quay, Opposite Bank of New Zealand. Buyer of all kinds of Fruit from the Growers in any quantity.	[641, 1223, 789, 1270]
advertisement	[483, 1025, 630, 1111]
ad-title: TO THE ELECTORS OF THE CITY OF WELLINGTON.	[330, 414, 468, 435]
advertisement	[642, 61, 789, 203]
ad-title: IN THE SUPREME COURT OF NEW ZEALAND, WELLINGTON DISTRICT.	[11, 511, 155, 542]
advertisement	[9, 1399, 156, 1500]
advertisement	[642, 203, 789, 371]
ad-signature: JOHN THORBURN, City Clothing Mart, Willis-street.	[505, 1312, 631, 1331]
ad-signature: C. L. MACLEAN, Bankrupt's Solicitor. Wellington, November 30, 1875.	[15, 878, 157, 897]
advertisement	[800, 740, 947, 909]
section-heading: Public Notices	[958, 1105, 1105, 1121]
advertisement	[800, 1005, 947, 1088]
ad-title: TO ENGINEERS, IRON FOUNDERS AND OTHERS.	[485, 828, 629, 848]
ad-body: Provincial Secretary's Office, Wellington, November 24, 1875. TENDERS will be received at this office up to noon of WEDNESDAY the 15th day of DECEMBER for the formation of One mile twenty chains of Road, and the Erection of two small Bridges. Plans and specifications may be inspected at the Club Hotel, Masterton; and Provincial Engineer's office here. The lowest or any tender not necessarily accepted.	[957, 773, 1105, 883]
ad-body: A most profitable Business in the best position of the City of Christchurch. The shop is a double-fronted one, and is fitted throughout with handsome cedar counters and fixtures, and is held at an extremely low rental. Bona fide purchasers can obtain all particulars by applying, by letter only, to Box 30, Post-office, Christchurch.	[799, 1102, 947, 1185]
ad-signature: HUGH MACNEIL, W. G. ROBERTS, Trustees. November 15.	[498, 979, 631, 998]
advertisement	[958, 105, 1105, 131]
section-heading: Meetings	[483, 41, 630, 57]
section-heading: Publications.	[9, 1217, 156, 1233]
advertisement	[9, 723, 156, 901]
ad-signature: OFFICE—LAMBTON-QUAY.	[684, 357, 789, 367]
ad-body: NOTICE.—MR. R. PROUSE begs to inform Builders, Contractors, and others that he will be able, on and after the 1st November, to supply all orders for sawn timber at current prices, his timber being chiefly white and red Pine.	[957, 1410, 1105, 1475]
ad-signature: EDWARD PEARCE, W. M. BANNATYNE, Trustees. Wellington, 30th November, 1875.	[495, 258, 631, 286]
ad-signature: MOORHOUSE & STAFFORD, Solicitors, Wellington.	[45, 1191, 157, 1210]
section-heading: Wanted	[958, 41, 1105, 57]
advertisement	[483, 523, 630, 627]
ad-body: NEW STRIPED GRENADINES. 420 yards striped grenadines, 5½d. 370 yards striped grenadines, 4½d. 340 yards striped grenadines, 5½d. NEW FANCY MOHAIRS. 2060 yards fancy mohairs, 4½d. 1930 yards striped mohairs, 5½d. 1825 yards fancy mohairs, 4½d.	[641, 676, 789, 750]
ad-signature: J. R. GEORGE, Hon. Treasurer. November 25.	[989, 1384, 1105, 1403]
masthead	[10, 0, 1104, 36]
ad-signature: W. C. CHATFIELD, Architect. Willis-street, nearly opposite Mr. Tollemache's.	[496, 792, 631, 820]
